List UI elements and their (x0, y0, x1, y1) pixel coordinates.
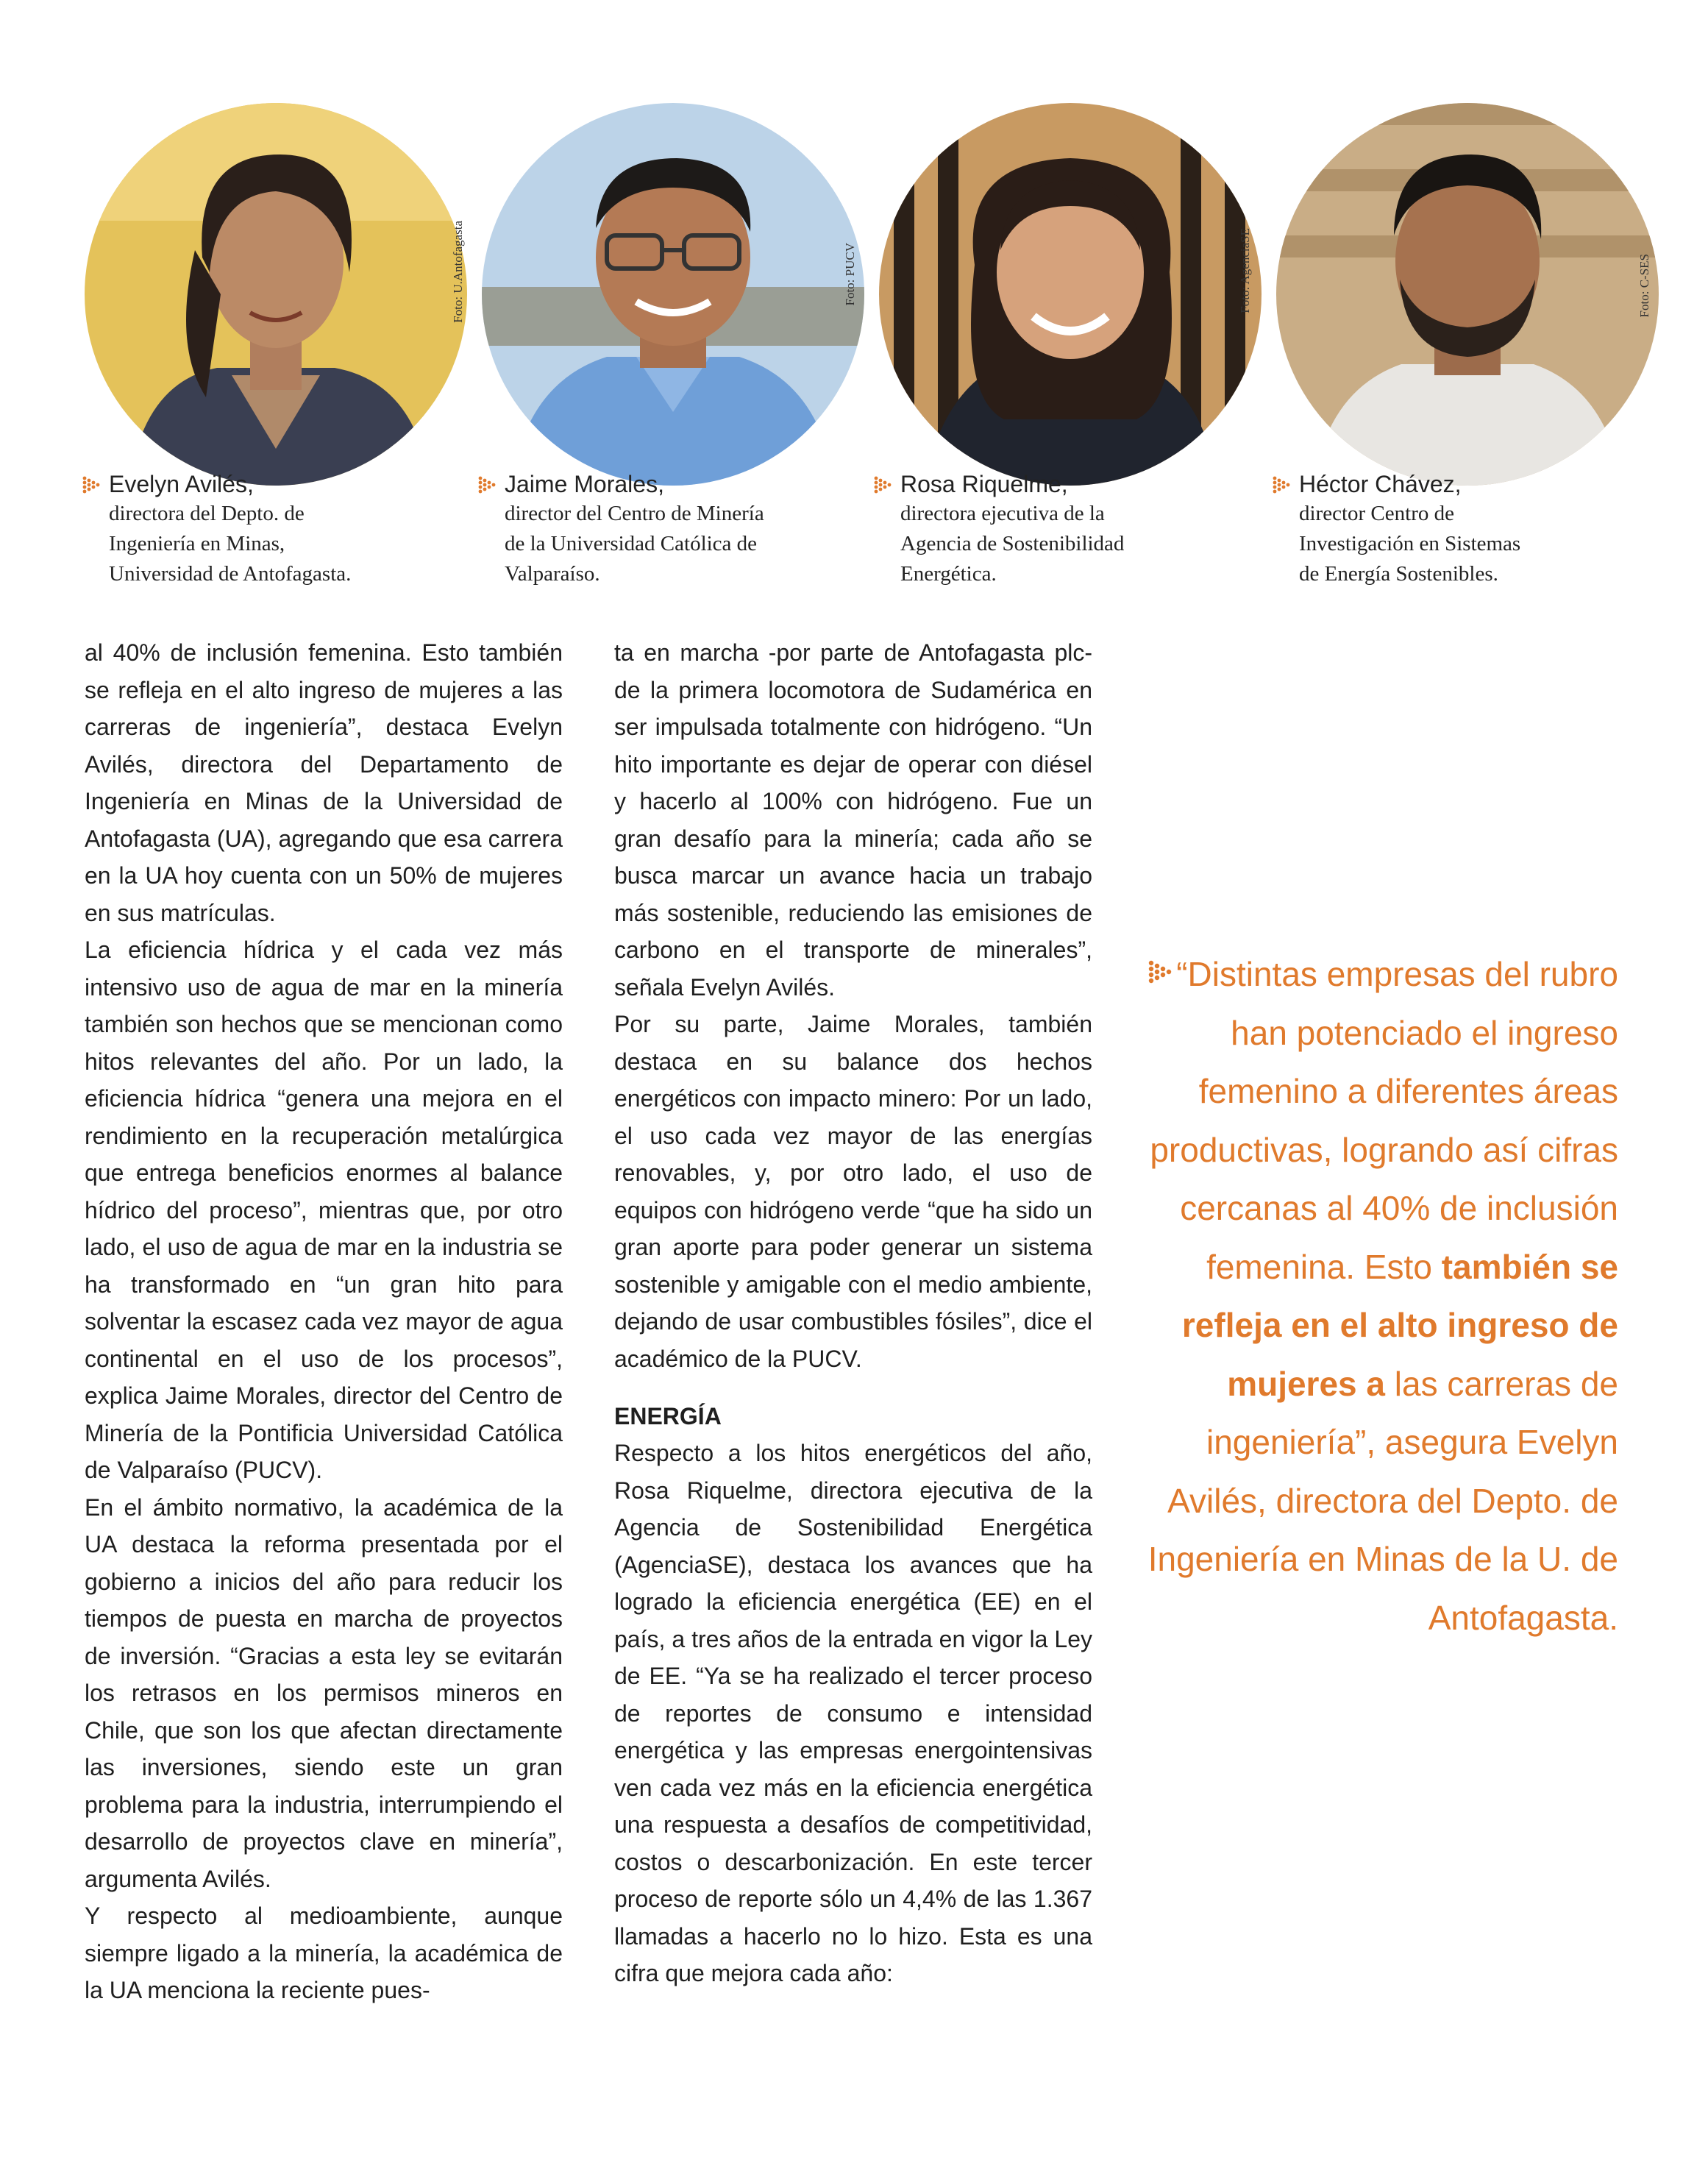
person-role: director del Centro de Minería de la Universidad Católica de Valparaíso. (505, 502, 764, 586)
person-name: Rosa Riquelme, (900, 471, 1068, 497)
person-name: Héctor Chávez, (1299, 471, 1462, 497)
portrait-jaime-morales (482, 103, 864, 486)
caption-rosa-riquelme (874, 469, 1256, 589)
paragraph: Por su parte, Jaime Morales, también destaca en su balance dos hechos energéticos con impacto minero: Por un lado, el uso cada vez mayor de las energías renovables, y, por otro lado, el uso de equipos con hidrógeno verde “que ha sido un gran aporte para poder generar un sistema sostenible y amigable con el medio ambiente, dejando de usar combustibles fósiles”, dice el académico de la PUCV. (614, 1011, 1092, 1372)
photo-credit: Foto: AgenciaSE (1238, 228, 1252, 313)
person-name: Jaime Morales, (505, 471, 664, 497)
paragraph: Respecto a los hitos energéticos del año, Rosa Riquelme, directora ejecutiva de la Agencia de Sostenibilidad Energética (AgenciaSE), destaca los avances que ha logrado la eficiencia energética (EE) en el país, a tres años de la entrada en vigor la Ley de EE. “Ya se ha realizado el tercer proceso de reportes de consumo e intensidad energética y las empresas energointensivas ven cada vez más en la eficiencia energética una respuesta a desafíos de competitividad, costos o descarbonización. En este tercer proceso de reporte sólo un 4,4% de las 1.367 llamadas a hacerlo no lo hizo. Esta es una cifra que mejora cada año: (614, 1440, 1092, 1986)
photo-credit: Foto: C-SES (1637, 254, 1651, 318)
paragraph: La eficiencia hídrica y el cada vez más intensivo uso de agua de mar en la minería también son hechos que se mencionan como hitos relevantes del año. Por un lado, la eficiencia hídrica “genera una mejora en el rendimiento en la recuperación metalúrgica que entrega beneficios enormes al balance hídrico del proceso”, mientras que, por otro lado, el uso de agua de mar en la industria se ha transformado en “un gran hito para solventar la escasez cada vez mayor de agua continental en el uso de los procesos”, explica Jaime Morales, director del Centro de Minería de la Pontificia Universidad Católica de Valparaíso (PUCV). (85, 937, 563, 1483)
dot-bullet-icon (478, 472, 496, 497)
paragraph: Y respecto al medioambiente, aunque siempre ligado a la minería, la académica de la UA menciona la reciente pues- (85, 1903, 563, 2003)
caption-hector-chavez (1273, 469, 1655, 589)
person-role: directora del Depto. de Ingeniería en Minas, Universidad de Antofagasta. (109, 502, 352, 586)
dot-bullet-icon (1148, 955, 1172, 989)
portrait-rosa-riquelme (879, 103, 1262, 486)
pull-quote-text: “Distintas empresas del rubro han potenciado el ingreso femenino a diferentes áreas productivas, logrando así cifras cercanas al 40% de inclusión femenina. Esto (1150, 955, 1618, 1286)
person-name: Evelyn Avilés, (109, 471, 254, 497)
paragraph: ta en marcha -por parte de Antofagasta plc- de la primera locomotora de Sudamérica en ser impulsada totalmente con hidrógeno. “Un hito importante es dejar de operar con diésel y hacerlo al 100% con hidrógeno. Fue un gran desafío para la minería; cada año se busca marcar un avance hacia un trabajo más sostenible, reduciendo las emisiones de carbono en el transporte de minerales”, señala Evelyn Avilés. (614, 639, 1092, 1001)
pull-quote-attribution: las carreras de ingeniería”, asegura Evelyn Avilés, directora del Depto. de Ingeniería en Minas de la U. de Antofagasta. (1147, 1364, 1618, 1637)
portrait-evelyn-aviles (85, 103, 467, 486)
caption-evelyn-aviles (82, 469, 465, 589)
article-column-1 (85, 634, 563, 2009)
photo-credit: Foto: U.Antofagasta (451, 221, 465, 323)
dot-bullet-icon (874, 472, 892, 497)
dot-bullet-icon (82, 472, 100, 497)
pull-quote-emphasis: también se refleja en el alto ingreso de mujeres a (1181, 1247, 1618, 1403)
pull-quote (1147, 945, 1618, 1647)
article-column-2 (614, 634, 1092, 1992)
person-role: directora ejecutiva de la Agencia de Sostenibilidad Energética. (900, 502, 1125, 586)
caption-jaime-morales (478, 469, 861, 589)
portrait-hector-chavez (1276, 103, 1659, 486)
dot-bullet-icon (1273, 472, 1290, 497)
paragraph: En el ámbito normativo, la académica de la UA destaca la reforma presentada por el gobierno a inicios del año para reducir los tiempos de puesta en marcha de proyectos de inversión. “Gracias a esta ley se evitarán los retrasos en los permisos mineros en Chile, que son los que afectan directamente las inversiones, siendo este un gran problema para la industria, interrumpiendo el desarrollo de proyectos clave en minería”, argumenta Avilés. (85, 1493, 563, 1892)
paragraph: al 40% de inclusión femenina. Esto también se refleja en el alto ingreso de mujeres a las carreras de ingeniería”, destaca Evelyn Avilés, directora del Departamento de Ingeniería en Minas de la Universidad de Antofagasta (UA), agregando que esa carrera en la UA hoy cuenta con un 50% de mujeres en sus matrículas. (85, 639, 563, 926)
photo-credit: Foto: PUCV (843, 243, 857, 306)
section-heading: ENERGÍA (614, 1403, 722, 1429)
person-role: director Centro de Investigación en Sistemas de Energía Sostenibles. (1299, 502, 1521, 586)
